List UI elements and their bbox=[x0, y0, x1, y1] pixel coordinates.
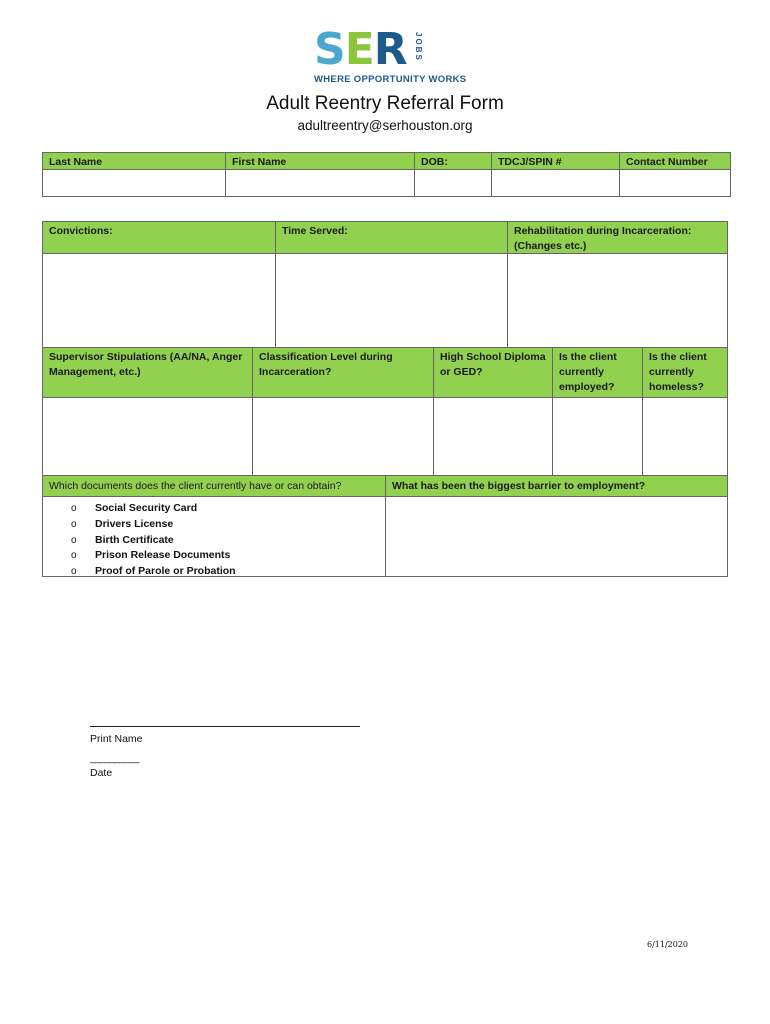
dob-header: DOB: bbox=[414, 152, 492, 170]
classification-level-header: Classification Level during Incarceration? bbox=[252, 347, 434, 398]
print-name-line[interactable] bbox=[90, 726, 360, 727]
contact-number-header: Contact Number bbox=[619, 152, 731, 170]
tdcj-spin-header: TDCJ/SPIN # bbox=[491, 152, 620, 170]
document-option[interactable]: o Social Security Card bbox=[71, 501, 385, 517]
documents-question-header: Which documents does the client currently have or can obtain? bbox=[42, 475, 386, 497]
bullet-icon: o bbox=[71, 550, 77, 562]
diploma-ged-header: High School Diploma or GED? bbox=[433, 347, 553, 398]
contact-email: adultreentry@serhouston.org bbox=[297, 118, 473, 133]
revision-date: 6/11/2020 bbox=[647, 940, 689, 949]
employed-field[interactable] bbox=[552, 397, 643, 476]
date-line[interactable]: __________ bbox=[90, 752, 139, 764]
ser-logo bbox=[310, 26, 480, 88]
diploma-ged-field[interactable] bbox=[433, 397, 553, 476]
convictions-field[interactable] bbox=[42, 253, 276, 348]
contact-number-field[interactable] bbox=[619, 169, 731, 197]
convictions-header: Convictions: bbox=[42, 221, 276, 254]
bullet-icon: o bbox=[71, 503, 77, 514]
tdcj-spin-field[interactable] bbox=[491, 169, 620, 197]
time-served-header: Time Served: bbox=[275, 221, 508, 254]
dob-field[interactable] bbox=[414, 169, 492, 197]
logo-jobs: JOBS bbox=[414, 32, 423, 62]
homeless-field[interactable] bbox=[642, 397, 728, 476]
supervisor-stipulations-header: Supervisor Stipulations (AA/NA, Anger Management, etc.) bbox=[42, 347, 253, 398]
employment-barrier-field[interactable] bbox=[385, 496, 728, 577]
documents-checklist bbox=[42, 496, 386, 577]
first-name-header: First Name bbox=[225, 152, 415, 170]
document-option[interactable]: o Drivers License bbox=[71, 517, 385, 533]
first-name-field[interactable] bbox=[225, 169, 415, 197]
bullet-icon: o bbox=[71, 534, 77, 546]
bullet-icon: o bbox=[71, 566, 77, 578]
time-served-field[interactable] bbox=[275, 253, 508, 348]
logo-tagline: WHERE OPPORTUNITY WORKS bbox=[314, 74, 467, 85]
print-name-label: Print Name bbox=[90, 733, 143, 745]
rehabilitation-header: Rehabilitation during Incarceration: (Changes etc.) bbox=[507, 221, 728, 254]
supervisor-stipulations-field[interactable] bbox=[42, 397, 253, 476]
document-option[interactable]: o Prison Release Documents bbox=[71, 548, 385, 564]
last-name-field[interactable] bbox=[42, 169, 226, 197]
document-option[interactable]: o Proof of Parole or Probation bbox=[71, 564, 385, 580]
logo-wordmark: SER bbox=[314, 24, 407, 75]
classification-level-field[interactable] bbox=[252, 397, 434, 476]
date-label: Date bbox=[90, 767, 113, 779]
homeless-header: Is the client currently homeless? bbox=[642, 347, 728, 398]
bullet-icon: o bbox=[71, 518, 77, 530]
last-name-header: Last Name bbox=[42, 152, 226, 170]
rehabilitation-field[interactable] bbox=[507, 253, 728, 348]
form-title: Adult Reentry Referral Form bbox=[266, 93, 504, 114]
document-option[interactable]: o Birth Certificate bbox=[71, 533, 385, 549]
employed-header: Is the client currently employed? bbox=[552, 347, 643, 398]
employment-barrier-header: What has been the biggest barrier to employment? bbox=[385, 475, 728, 497]
